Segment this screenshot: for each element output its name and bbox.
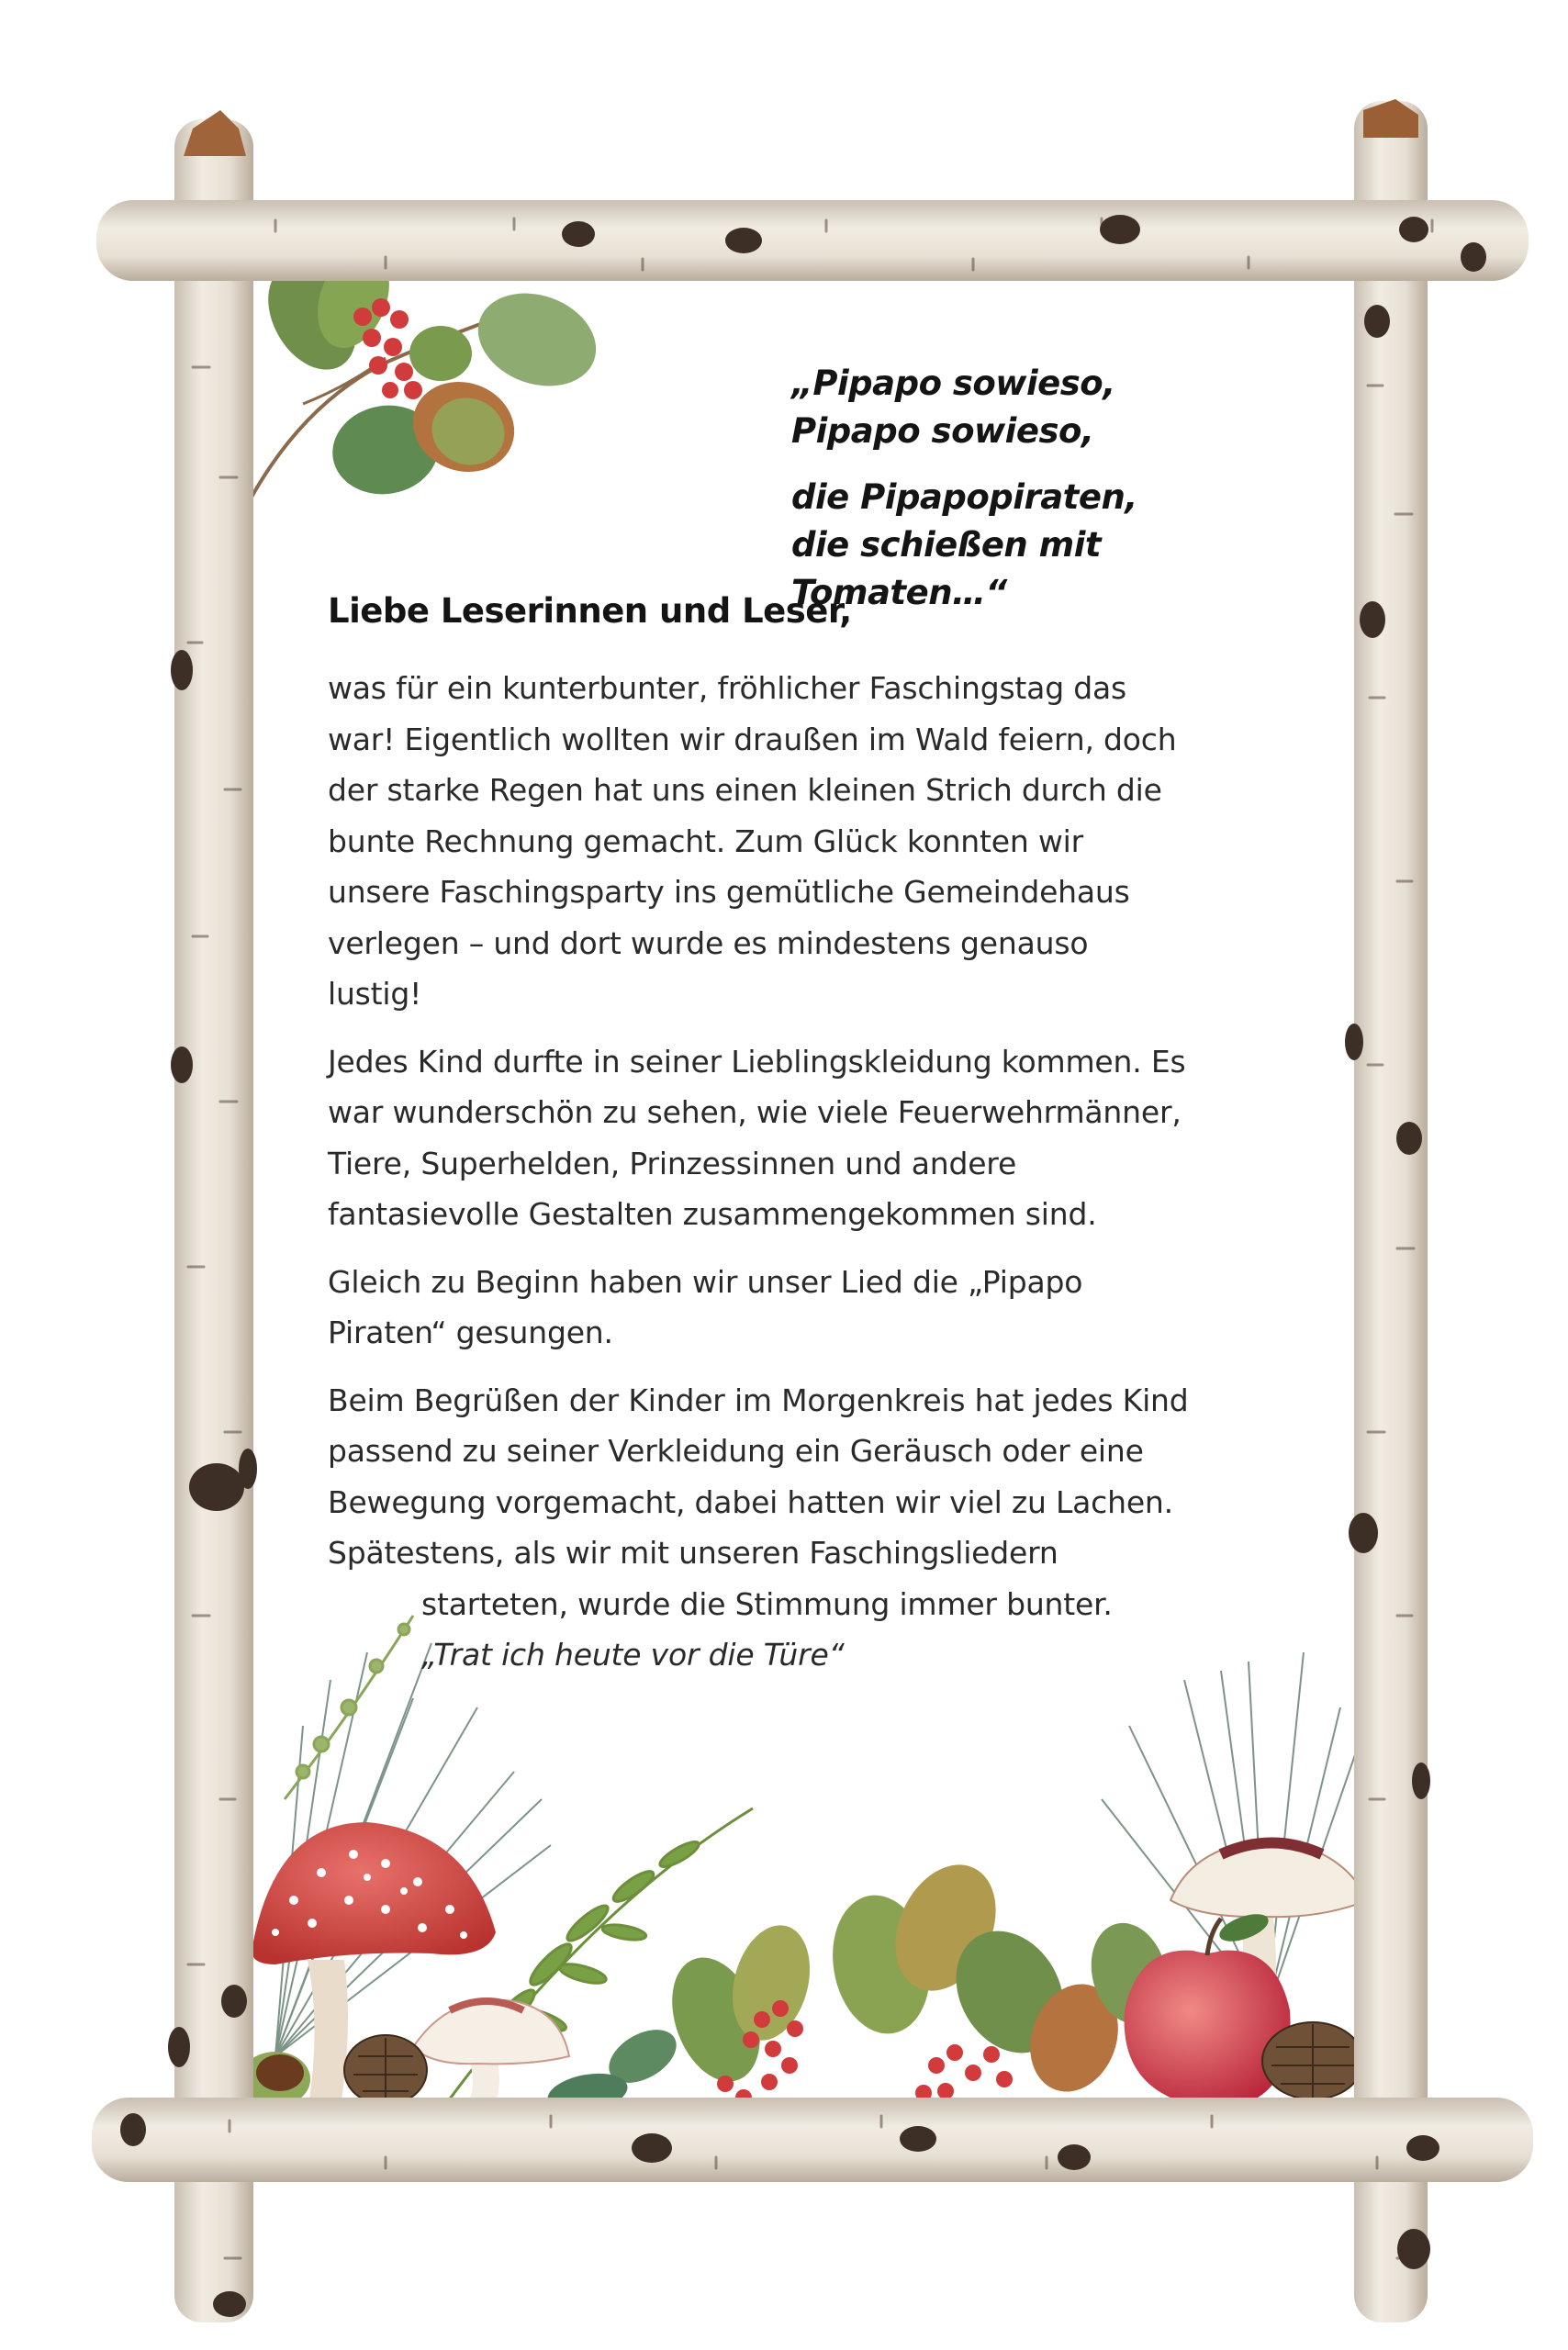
paragraph-1: was für ein kunterbunter, fröhlicher Faschingstag das war! Eigentlich wollten wir draußen im Wald feiern, doch der starke Regen hat uns einen kleinen Strich durch die bunte Rechnung gemacht. Zum Glück konnten wir unsere Faschingsparty ins gemütliche Gemeindehaus verlegen – und dort wurde es mindestens genauso lustig! — [328, 670, 1177, 1012]
article-body — [328, 663, 1191, 1681]
greeting: Liebe Leserinnen und Leser, — [328, 591, 852, 631]
song-title: „Trat ich heute vor die Türe“ — [421, 1637, 845, 1673]
paragraph-4-continuation: starteten, wurde die Stimmung immer bunter. — [421, 1585, 1113, 1622]
paragraph-4 — [328, 1375, 1191, 1681]
paragraph-4-text: Beim Begrüßen der Kinder im Morgenkreis hat jedes Kind passend zu seiner Verkleidung ein Geräusch oder eine Bewegung vorgemacht, dabei hatten wir viel zu Lachen. Spätestens, als wir mit unseren Faschingsliedern — [328, 1382, 1189, 1571]
foliage-bottom — [241, 1616, 1368, 2118]
quote-line-1: „Pipapo sowieso, Pipapo sowieso, — [791, 364, 1115, 451]
paragraph-2: Jedes Kind durfte in seiner Lieblingskleidung kommen. Es war wunderschön zu sehen, wie viele Feuerwehrmänner, Tiere, Superhelden, Prinzessinnen und andere fantasievolle Gestalten zusammengekommen sind. — [328, 1043, 1186, 1232]
quote-line-2: die Pipapopiraten, die schießen mit Tomaten…“ — [791, 477, 1137, 612]
song-quote — [791, 360, 1195, 635]
paragraph-3: Gleich zu Beginn haben wir unser Lied die „Pipapo Piraten“ gesungen. — [328, 1263, 1083, 1350]
